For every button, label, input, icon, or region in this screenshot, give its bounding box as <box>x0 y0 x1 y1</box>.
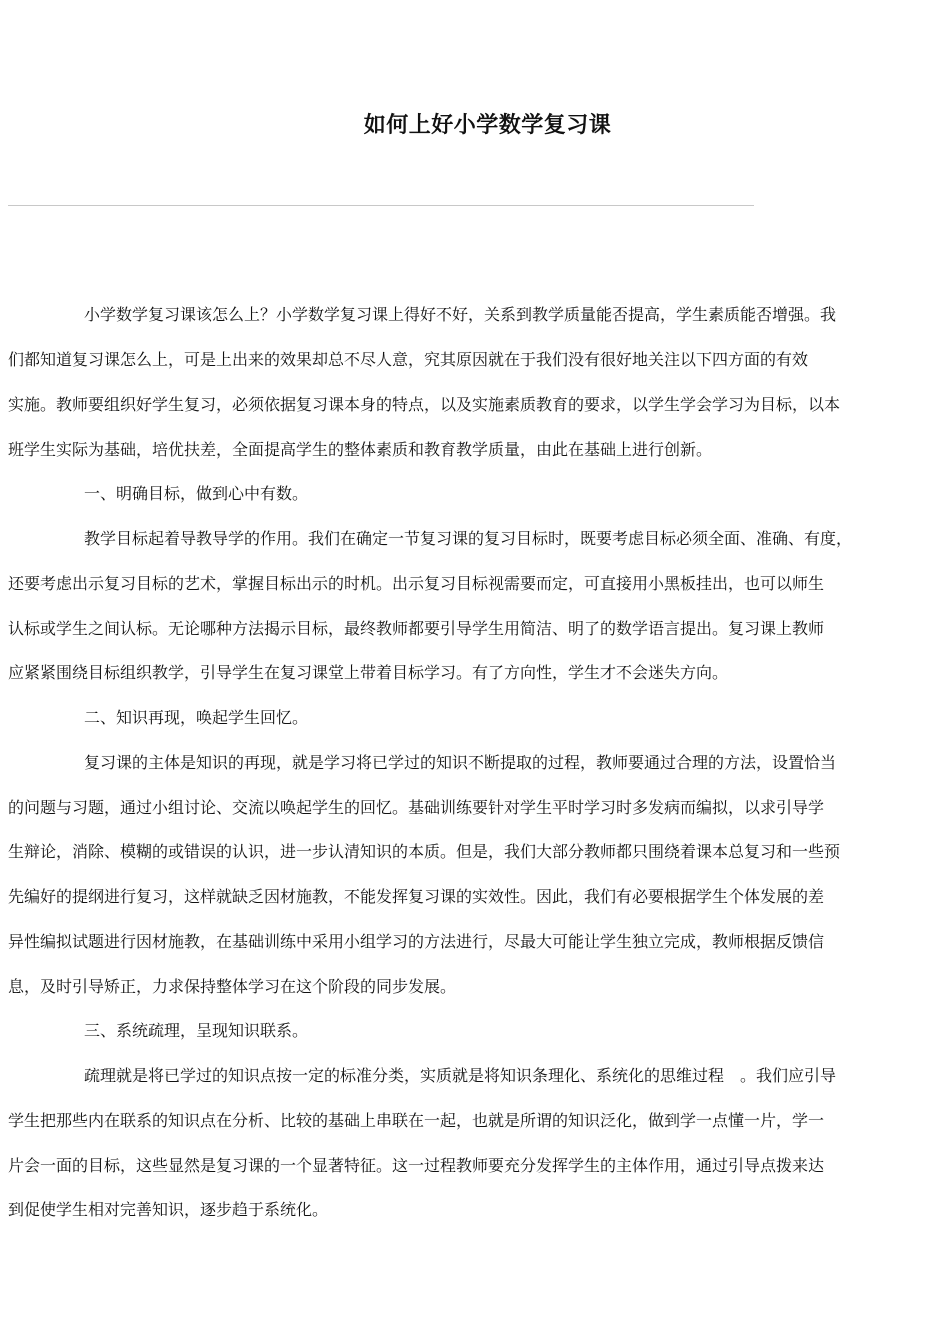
text-line: 还要考虑出示复习目标的艺术，掌握目标出示的时机。出示复习目标视需要而定，可直接用小黑板挂出，也可以师生 <box>8 574 825 593</box>
text-line: 的问题与习题，通过小组讨论、交流以唤起学生的回忆。基础训练要针对学生平时学习时多发病而编拟，以求引导学 <box>8 798 825 817</box>
text-line: 息，及时引导矫正，力求保持整体学习在这个阶段的同步发展。 <box>8 977 457 996</box>
text-line: 先编好的提纲进行复习，这样就缺乏因材施教，不能发挥复习课的实效性。因此，我们有必要根据学生个体发展的差 <box>8 887 825 906</box>
text-line: 异性编拟试题进行因材施教，在基础训练中采用小组学习的方法进行，尽最大可能让学生独立完成，教师根据反馈信 <box>8 932 825 951</box>
text-line: 教学目标起着导教导学的作用。我们在确定一节复习课的复习目标时，既要考虑目标必须全面、准确、有度， <box>84 529 853 548</box>
text-line: 到促使学生相对完善知识，逐步趋于系统化。 <box>8 1200 329 1219</box>
section-heading: 二、知识再现，唤起学生回忆。 <box>84 708 309 727</box>
text-line: 疏理就是将已学过的知识点按一定的标准分类，实质就是将知识条理化、系统化的思维过程 。我们应引导 <box>84 1066 837 1085</box>
text-line: 认标或学生之间认标。无论哪种方法揭示目标，最终教师都要引导学生用简洁、明了的数学语言提出。复习课上教师 <box>8 619 825 638</box>
section-heading: 三、系统疏理，呈现知识联系。 <box>84 1021 309 1040</box>
text-line: 应紧紧围绕目标组织教学，引导学生在复习课堂上带着目标学习。有了方向性，学生才不会迷失方向。 <box>8 663 729 682</box>
text-line: 学生把那些内在联系的知识点在分析、比较的基础上串联在一起，也就是所谓的知识泛化，做到学一点懂一片，学一 <box>8 1111 825 1130</box>
section-heading: 一、明确目标，做到心中有数。 <box>84 484 309 503</box>
document-title: 如何上好小学数学复习课 <box>363 113 612 138</box>
text-line: 实施。教师要组织好学生复习，必须依据复习课本身的特点，以及实施素质教育的要求，以学生学会学习为目标，以本 <box>8 395 841 414</box>
text-line: 生辩论，消除、模糊的或错误的认识，进一步认清知识的本质。但是，我们大部分教师都只围绕着课本总复习和一些预 <box>8 842 841 861</box>
text-line: 复习课的主体是知识的再现，就是学习将已学过的知识不断提取的过程，教师要通过合理的方法，设置恰当 <box>84 753 837 772</box>
text-line: 班学生实际为基础，培优扶差，全面提高学生的整体素质和教育教学质量，由此在基础上进行创新。 <box>8 440 713 459</box>
text-line: 片会一面的目标，这些显然是复习课的一个显著特征。这一过程教师要充分发挥学生的主体作用，通过引导点拨来达 <box>8 1156 825 1175</box>
text-line: 们都知道复习课怎么上，可是上出来的效果却总不尽人意，究其原因就在于我们没有很好地关注以下四方面的有效 <box>8 350 809 369</box>
text-line: 小学数学复习课该怎么上？小学数学复习课上得好不好，关系到教学质量能否提高，学生素质能否增强。我 <box>84 305 837 324</box>
title-divider <box>8 205 754 206</box>
